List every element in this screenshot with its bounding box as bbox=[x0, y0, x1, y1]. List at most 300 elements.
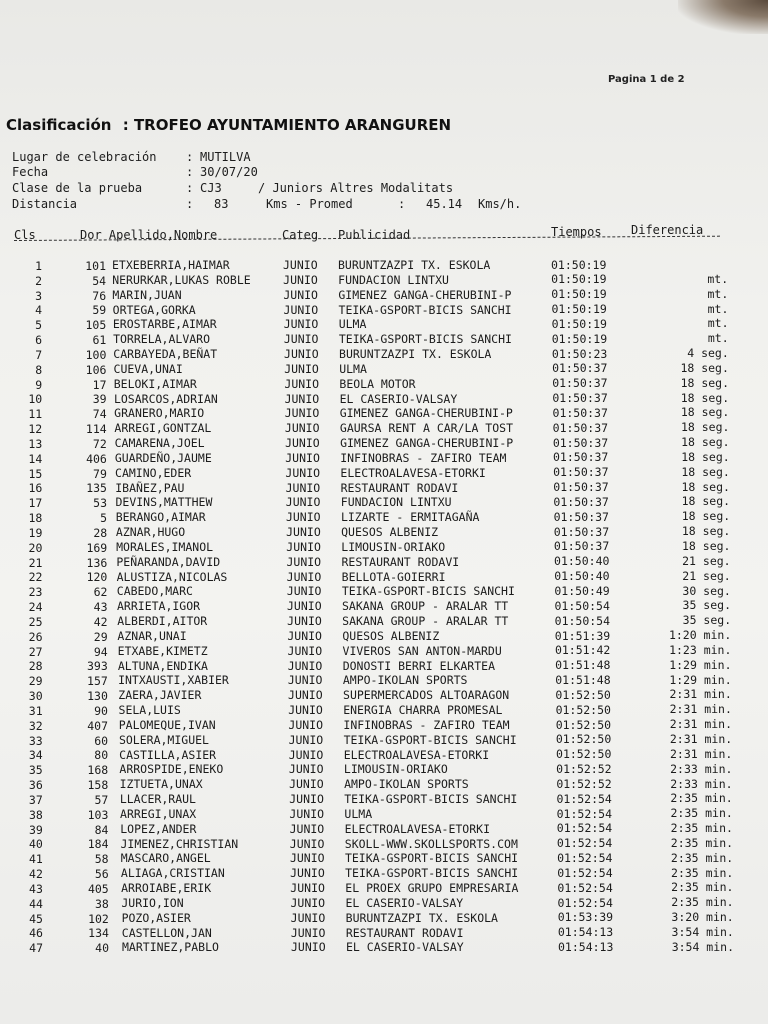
row-categ: JUNIO bbox=[289, 777, 324, 792]
row-name: ETXABE,KIMETZ bbox=[117, 643, 208, 658]
row-time: 01:52:54 bbox=[557, 895, 613, 910]
row-diferencia: 18 seg. bbox=[680, 375, 730, 390]
row-categ: JUNIO bbox=[285, 480, 321, 495]
row-diferencia: mt. bbox=[707, 286, 729, 301]
row-cls: 24 bbox=[28, 600, 43, 615]
row-dorsal: 105 bbox=[85, 318, 107, 333]
row-time: 01:52:50 bbox=[555, 687, 611, 702]
row-categ: JUNIO bbox=[283, 332, 319, 347]
row-categ: JUNIO bbox=[283, 258, 318, 272]
row-cls: 23 bbox=[28, 585, 43, 600]
row-cls: 5 bbox=[35, 318, 43, 333]
row-time: 01:51:48 bbox=[555, 673, 611, 688]
row-categ: JUNIO bbox=[284, 421, 320, 436]
row-categ: JUNIO bbox=[288, 717, 324, 732]
row-dorsal: 5 bbox=[100, 511, 108, 526]
row-publicidad: BURUNTZAZPI TX. ESKOLA bbox=[339, 347, 492, 362]
fecha-value: 30/07/20 bbox=[200, 165, 258, 179]
row-categ: JUNIO bbox=[287, 599, 322, 614]
table-row bbox=[0, 464, 768, 481]
row-time: 01:50:37 bbox=[552, 450, 609, 465]
row-dorsal: 184 bbox=[87, 837, 109, 852]
row-dorsal: 56 bbox=[94, 867, 109, 882]
row-publicidad: VIVEROS SAN ANTON-MARDU bbox=[342, 643, 502, 658]
table-row bbox=[0, 793, 768, 807]
promed-value: 45.14 bbox=[426, 197, 463, 211]
row-publicidad: ELECTROALAVESA-ETORKI bbox=[340, 465, 486, 480]
row-categ: JUNIO bbox=[289, 792, 324, 807]
row-categ: JUNIO bbox=[287, 614, 322, 629]
row-dorsal: 58 bbox=[94, 852, 109, 867]
table-row bbox=[0, 689, 768, 703]
row-diferencia: 2:35 min. bbox=[670, 835, 734, 850]
promed-unit: Kms/h. bbox=[478, 197, 522, 211]
row-diferencia: 3:20 min. bbox=[671, 910, 734, 925]
lugar-value: MUTILVA bbox=[200, 150, 251, 164]
table-row bbox=[0, 496, 768, 510]
clase-label: Clase de la prueba bbox=[12, 181, 143, 195]
row-cls: 7 bbox=[35, 347, 43, 362]
row-name: LOPEZ,ANDER bbox=[120, 821, 197, 836]
row-publicidad: BEOLA MOTOR bbox=[339, 376, 416, 391]
row-categ: JUNIO bbox=[290, 881, 325, 896]
row-name: LOSARCOS,ADRIAN bbox=[113, 391, 218, 406]
row-time: 01:50:19 bbox=[551, 316, 607, 331]
row-categ: JUNIO bbox=[289, 806, 325, 821]
row-cls: 10 bbox=[28, 392, 43, 407]
row-diferencia: 4 seg. bbox=[687, 346, 729, 361]
row-time: 01:52:50 bbox=[556, 747, 612, 762]
page-number: Pagina 1 de 2 bbox=[608, 74, 685, 85]
table-row bbox=[0, 778, 768, 792]
row-dorsal: 114 bbox=[85, 422, 107, 437]
row-time: 01:50:37 bbox=[552, 420, 609, 435]
row-cls: 18 bbox=[28, 511, 43, 526]
row-time: 01:50:37 bbox=[552, 435, 609, 450]
row-diferencia: 2:35 min. bbox=[670, 806, 733, 821]
title-label: Clasificación bbox=[6, 116, 112, 134]
row-name: DEVINS,MATTHEW bbox=[115, 495, 213, 510]
row-categ: JUNIO bbox=[287, 658, 323, 673]
row-categ: JUNIO bbox=[284, 391, 320, 406]
row-cls: 17 bbox=[28, 496, 43, 511]
row-dorsal: 94 bbox=[93, 644, 108, 659]
row-cls: 42 bbox=[29, 867, 43, 882]
row-dorsal: 393 bbox=[86, 659, 108, 674]
row-time: 01:51:48 bbox=[555, 658, 611, 673]
row-name: JIMENEZ,CHRISTIAN bbox=[120, 836, 239, 851]
row-publicidad: ELECTROALAVESA-ETORKI bbox=[343, 747, 490, 762]
row-publicidad: ULMA bbox=[344, 806, 373, 821]
row-publicidad: TEIKA-GSPORT-BICIS SANCHI bbox=[343, 732, 517, 747]
table-row bbox=[0, 852, 768, 866]
row-dorsal: 72 bbox=[92, 436, 107, 451]
row-cls: 15 bbox=[28, 466, 43, 481]
row-diferencia: 1:29 min. bbox=[669, 657, 732, 672]
row-diferencia: 1:23 min. bbox=[669, 642, 732, 657]
row-diferencia: 18 seg. bbox=[681, 449, 730, 464]
row-time: 01:52:52 bbox=[556, 776, 612, 791]
table-row bbox=[0, 481, 768, 495]
row-cls: 39 bbox=[28, 822, 43, 837]
row-name: ALBERDI,AITOR bbox=[117, 614, 208, 629]
row-dorsal: 74 bbox=[92, 407, 107, 422]
row-diferencia: 21 seg. bbox=[682, 568, 731, 583]
table-row bbox=[0, 422, 768, 436]
row-publicidad: FUNDACION LINTXU bbox=[340, 495, 452, 510]
row-cls: 34 bbox=[28, 748, 43, 763]
clase-value: CJ3 bbox=[200, 181, 222, 195]
table-row bbox=[0, 333, 768, 347]
row-categ: JUNIO bbox=[288, 732, 324, 747]
row-name: MARIN,JUAN bbox=[112, 287, 182, 302]
row-dorsal: 406 bbox=[86, 451, 107, 466]
table-row bbox=[0, 674, 768, 688]
row-publicidad: AMPO-IKOLAN SPORTS bbox=[344, 777, 469, 792]
row-categ: JUNIO bbox=[285, 510, 321, 525]
row-publicidad: EL CASERIO-VALSAY bbox=[339, 391, 458, 406]
row-cls: 41 bbox=[29, 852, 43, 867]
row-publicidad: SAKANA GROUP - ARALAR TT bbox=[342, 614, 509, 629]
row-cls: 30 bbox=[28, 689, 43, 704]
row-publicidad: DONOSTI BERRI ELKARTEA bbox=[342, 658, 496, 673]
row-diferencia: 21 seg. bbox=[682, 553, 731, 568]
row-dorsal: 168 bbox=[87, 763, 109, 778]
row-time: 01:50:37 bbox=[552, 405, 608, 420]
fecha-label: Fecha bbox=[12, 165, 49, 179]
row-name: IBAÑEZ,PAU bbox=[115, 480, 185, 495]
row-name: INTXAUSTI,XABIER bbox=[118, 673, 229, 688]
row-dorsal: 80 bbox=[94, 748, 109, 763]
row-time: 01:52:52 bbox=[556, 762, 612, 777]
distancia-colon: : bbox=[186, 197, 194, 211]
table-row bbox=[0, 526, 768, 540]
row-name: ZAERA,JAVIER bbox=[118, 688, 202, 703]
row-diferencia: mt. bbox=[707, 301, 729, 316]
row-time: 01:50:19 bbox=[551, 272, 607, 287]
row-time: 01:50:19 bbox=[551, 257, 607, 272]
table-row bbox=[0, 912, 768, 926]
table-row bbox=[0, 600, 768, 614]
row-publicidad: TEIKA-GSPORT-BICIS SANCHI bbox=[341, 584, 515, 599]
table-row bbox=[0, 731, 768, 748]
row-dorsal: 407 bbox=[87, 718, 109, 733]
row-diferencia: 2:33 min. bbox=[670, 761, 733, 776]
table-row bbox=[0, 511, 768, 525]
table-row bbox=[0, 570, 768, 584]
row-cls: 46 bbox=[29, 926, 43, 941]
row-name: ARROIABE,ERIK bbox=[121, 881, 212, 896]
row-categ: JUNIO bbox=[284, 347, 319, 362]
table-row bbox=[0, 897, 768, 911]
row-cls: 2 bbox=[35, 273, 43, 288]
row-cls: 20 bbox=[28, 540, 43, 555]
row-categ: JUNIO bbox=[285, 495, 321, 510]
row-name: ALIAGA,CRISTIAN bbox=[120, 866, 225, 881]
row-publicidad: AMPO-IKOLAN SPORTS bbox=[342, 673, 468, 688]
clase-description: / Juniors Altres Modalitats bbox=[258, 181, 454, 195]
row-publicidad: TEIKA-GSPORT-BICIS SANCHI bbox=[344, 851, 519, 866]
row-dorsal: 61 bbox=[92, 333, 107, 348]
row-name: CABEDO,MARC bbox=[116, 584, 193, 599]
row-name: CASTILLA,ASIER bbox=[119, 747, 217, 762]
row-time: 01:50:37 bbox=[553, 524, 610, 539]
row-diferencia: mt. bbox=[707, 331, 729, 346]
row-name: POZO,ASIER bbox=[121, 910, 191, 925]
row-publicidad: FUNDACION LINTXU bbox=[338, 272, 449, 287]
row-time: 01:53:39 bbox=[557, 910, 614, 925]
row-diferencia: 1:20 min. bbox=[668, 628, 732, 643]
row-publicidad: LIMOUSIN-ORIAKO bbox=[341, 539, 446, 554]
row-time: 01:50:54 bbox=[554, 613, 611, 628]
row-diferencia: 1:29 min. bbox=[669, 672, 732, 687]
row-categ: JUNIO bbox=[289, 851, 325, 866]
row-publicidad: TEIKA-GSPORT-BICIS SANCHI bbox=[344, 792, 518, 807]
table-row bbox=[0, 375, 768, 392]
table-row bbox=[0, 763, 768, 777]
row-diferencia: 18 seg. bbox=[680, 390, 730, 405]
table-row bbox=[0, 615, 768, 629]
row-diferencia: 18 seg. bbox=[681, 464, 730, 479]
row-cls: 3 bbox=[35, 288, 43, 303]
row-cls: 1 bbox=[35, 259, 42, 273]
row-publicidad: ULMA bbox=[338, 317, 367, 332]
row-cls: 25 bbox=[28, 614, 43, 629]
row-dorsal: 62 bbox=[93, 585, 108, 600]
row-cls: 12 bbox=[28, 422, 43, 437]
table-row bbox=[0, 407, 768, 421]
table-row bbox=[0, 867, 768, 881]
row-publicidad: LIZARTE - ERMITAGAÑA bbox=[340, 510, 480, 525]
row-categ: JUNIO bbox=[286, 569, 322, 584]
row-name: GUARDEÑO,JAUME bbox=[114, 450, 212, 465]
row-publicidad: GIMENEZ GANGA-CHERUBINI-P bbox=[340, 436, 514, 451]
row-diferencia: 18 seg. bbox=[681, 479, 730, 494]
header-cls: Cls bbox=[14, 228, 36, 242]
row-publicidad: ELECTROALAVESA-ETORKI bbox=[344, 821, 490, 836]
row-categ: JUNIO bbox=[290, 925, 326, 940]
row-categ: JUNIO bbox=[283, 302, 319, 317]
row-diferencia: 18 seg. bbox=[680, 405, 730, 420]
row-diferencia: 18 seg. bbox=[680, 360, 729, 375]
row-cls: 36 bbox=[28, 778, 43, 793]
row-publicidad: GAURSA RENT A CAR/LA TOST bbox=[339, 421, 513, 436]
table-row bbox=[0, 808, 768, 822]
row-diferencia: 2:31 min. bbox=[669, 746, 733, 761]
table-row bbox=[0, 553, 768, 570]
row-categ: JUNIO bbox=[288, 688, 323, 703]
row-dorsal: 134 bbox=[88, 926, 109, 941]
row-categ: JUNIO bbox=[284, 376, 320, 391]
table-row bbox=[0, 926, 768, 940]
row-time: 01:52:54 bbox=[557, 851, 613, 866]
row-diferencia: 18 seg. bbox=[680, 420, 730, 435]
row-publicidad: SKOLL-WWW.SKOLLSPORTS.COM bbox=[344, 836, 518, 851]
row-cls: 8 bbox=[35, 362, 43, 377]
row-name: EROSTARBE,AIMAR bbox=[112, 317, 217, 332]
row-dorsal: 53 bbox=[93, 496, 108, 511]
row-time: 01:52:54 bbox=[557, 865, 613, 880]
row-categ: JUNIO bbox=[287, 673, 323, 688]
table-row bbox=[0, 941, 768, 955]
row-publicidad: TEIKA-GSPORT-BICIS SANCHI bbox=[338, 332, 512, 347]
row-diferencia: mt. bbox=[707, 271, 729, 286]
row-cls: 11 bbox=[28, 407, 43, 422]
row-categ: JUNIO bbox=[285, 450, 320, 465]
row-time: 01:52:50 bbox=[555, 717, 612, 732]
row-time: 01:54:13 bbox=[558, 940, 614, 955]
row-diferencia: 2:35 min. bbox=[671, 895, 734, 910]
row-time: 01:50:40 bbox=[554, 554, 610, 569]
header-publicidad: Publicidad bbox=[338, 228, 411, 242]
row-publicidad: INFINOBRAS - ZAFIRO TEAM bbox=[343, 717, 510, 732]
row-diferencia: 2:35 min. bbox=[671, 880, 734, 895]
row-diferencia: 2:35 min. bbox=[670, 850, 734, 865]
row-diferencia: 2:35 min. bbox=[670, 821, 733, 836]
row-name: BELOKI,AIMAR bbox=[113, 376, 197, 391]
row-name: MASCARO,ANGEL bbox=[120, 851, 211, 866]
row-categ: JUNIO bbox=[289, 821, 325, 836]
row-name: MARTINEZ,PABLO bbox=[122, 940, 219, 955]
row-dorsal: 57 bbox=[94, 792, 109, 807]
row-diferencia: 18 seg. bbox=[681, 494, 731, 509]
row-time: 01:50:37 bbox=[552, 391, 608, 406]
row-name: CARBAYEDA,BEÑAT bbox=[113, 347, 218, 362]
row-categ: JUNIO bbox=[283, 272, 318, 287]
row-cls: 37 bbox=[28, 792, 43, 807]
row-cls: 27 bbox=[28, 644, 43, 659]
row-time: 01:50:54 bbox=[554, 598, 610, 613]
row-publicidad: BURUNTZAZPI TX. ESKOLA bbox=[338, 258, 491, 272]
table-row bbox=[0, 719, 768, 733]
row-dorsal: 405 bbox=[87, 881, 109, 896]
row-name: CAMARENA,JOEL bbox=[114, 436, 205, 451]
row-dorsal: 102 bbox=[88, 911, 109, 926]
row-publicidad: EL CASERIO-VALSAY bbox=[345, 895, 464, 910]
table-row bbox=[0, 541, 768, 555]
row-cls: 43 bbox=[29, 881, 43, 896]
row-categ: JUNIO bbox=[286, 539, 321, 554]
row-publicidad: EL PROEX GRUPO EMPRESARIA bbox=[345, 881, 519, 896]
row-cls: 44 bbox=[29, 896, 43, 911]
row-publicidad: EL CASERIO-VALSAY bbox=[346, 940, 464, 955]
row-diferencia: 18 seg. bbox=[681, 524, 731, 539]
row-publicidad: TEIKA-GSPORT-BICIS SANCHI bbox=[338, 302, 512, 317]
row-dorsal: 130 bbox=[87, 689, 108, 704]
row-categ: JUNIO bbox=[287, 643, 323, 658]
row-name: CAMINO,EDER bbox=[115, 465, 192, 480]
table-row bbox=[0, 823, 768, 837]
row-time: 01:50:37 bbox=[552, 361, 608, 376]
table-row bbox=[0, 837, 768, 851]
row-categ: JUNIO bbox=[288, 762, 324, 777]
lugar-colon: : bbox=[186, 150, 194, 164]
row-categ: JUNIO bbox=[288, 703, 323, 718]
row-dorsal: 17 bbox=[92, 377, 107, 392]
row-dorsal: 136 bbox=[86, 555, 108, 570]
row-diferencia: 18 seg. bbox=[681, 435, 730, 450]
row-cls: 4 bbox=[35, 303, 43, 318]
row-dorsal: 40 bbox=[95, 941, 109, 956]
row-dorsal: 79 bbox=[93, 466, 107, 481]
table-row bbox=[0, 642, 768, 659]
table-row bbox=[0, 348, 768, 362]
row-name: MORALES,IMANOL bbox=[116, 539, 214, 554]
row-categ: JUNIO bbox=[285, 465, 321, 480]
row-cls: 26 bbox=[28, 629, 43, 644]
row-categ: JUNIO bbox=[283, 317, 319, 332]
clase-colon: : bbox=[186, 181, 194, 195]
row-categ: JUNIO bbox=[290, 866, 325, 881]
row-name: GRANERO,MARIO bbox=[114, 406, 205, 421]
row-name: NERURKAR,LUKAS ROBLE bbox=[112, 272, 251, 287]
row-name: ARREGI,UNAX bbox=[120, 806, 197, 821]
row-time: 01:50:37 bbox=[553, 509, 609, 524]
row-time: 01:50:19 bbox=[551, 287, 607, 302]
row-publicidad: RESTAURANT RODAVI bbox=[340, 480, 459, 495]
row-time: 01:51:42 bbox=[554, 643, 611, 658]
row-publicidad: ULMA bbox=[339, 361, 367, 376]
row-time: 01:50:37 bbox=[553, 539, 610, 554]
row-dorsal: 42 bbox=[93, 614, 108, 629]
row-cls: 35 bbox=[28, 763, 43, 778]
row-name: BERANGO,AIMAR bbox=[115, 510, 206, 525]
row-publicidad: INFINOBRAS - ZAFIRO TEAM bbox=[340, 450, 507, 465]
row-dorsal: 28 bbox=[93, 525, 108, 540]
row-diferencia: 2:31 min. bbox=[669, 687, 732, 702]
row-name: ETXEBERRIA,HAIMAR bbox=[112, 258, 230, 272]
row-dorsal: 100 bbox=[85, 347, 107, 362]
row-publicidad: RESTAURANT RODAVI bbox=[341, 554, 460, 569]
row-time: 01:50:19 bbox=[551, 302, 607, 317]
row-cls: 16 bbox=[28, 481, 43, 496]
row-name: LLACER,RAUL bbox=[119, 792, 196, 807]
row-publicidad: SUPERMERCADOS ALTOARAGON bbox=[343, 688, 510, 703]
table-row bbox=[0, 318, 768, 332]
row-time: 01:52:54 bbox=[556, 836, 613, 851]
row-publicidad: QUESOS ALBENIZ bbox=[341, 525, 439, 540]
row-name: AZNAR,HUGO bbox=[115, 525, 186, 540]
table-row bbox=[0, 585, 768, 599]
distancia-label: Distancia bbox=[12, 197, 78, 211]
row-name: CUEVA,UNAI bbox=[113, 361, 183, 376]
row-diferencia: 2:33 min. bbox=[670, 776, 733, 791]
row-cls: 31 bbox=[28, 703, 43, 718]
row-categ: JUNIO bbox=[287, 628, 322, 643]
row-diferencia: 2:35 min. bbox=[670, 791, 733, 806]
row-publicidad: LIMOUSIN-ORIAKO bbox=[343, 762, 448, 777]
table-row bbox=[0, 392, 768, 406]
row-name: SOLERA,MIGUEL bbox=[118, 732, 209, 747]
row-dorsal: 38 bbox=[94, 896, 109, 911]
row-time: 01:54:13 bbox=[557, 925, 614, 940]
header-dor-nombre: Dor Apellido,Nombre bbox=[80, 228, 218, 242]
row-publicidad: TEIKA-GSPORT-BICIS SANCHI bbox=[345, 866, 519, 881]
row-time: 01:50:37 bbox=[553, 494, 609, 509]
row-time: 01:50:37 bbox=[553, 465, 609, 480]
row-name: ALUSTIZA,NICOLAS bbox=[116, 569, 228, 584]
row-cls: 13 bbox=[28, 436, 43, 451]
row-publicidad: ENERGIA CHARRA PROMESAL bbox=[343, 703, 503, 718]
row-cls: 47 bbox=[29, 941, 43, 956]
row-time: 01:50:40 bbox=[554, 569, 610, 584]
row-publicidad: GIMENEZ GANGA-CHERUBINI-P bbox=[338, 287, 512, 302]
table-row bbox=[0, 437, 768, 451]
row-publicidad: BELLOTA-GOIERRI bbox=[341, 569, 446, 584]
row-diferencia: 18 seg. bbox=[681, 509, 731, 524]
row-diferencia: 35 seg. bbox=[682, 598, 731, 613]
row-diferencia: 3:54 min. bbox=[671, 924, 734, 939]
